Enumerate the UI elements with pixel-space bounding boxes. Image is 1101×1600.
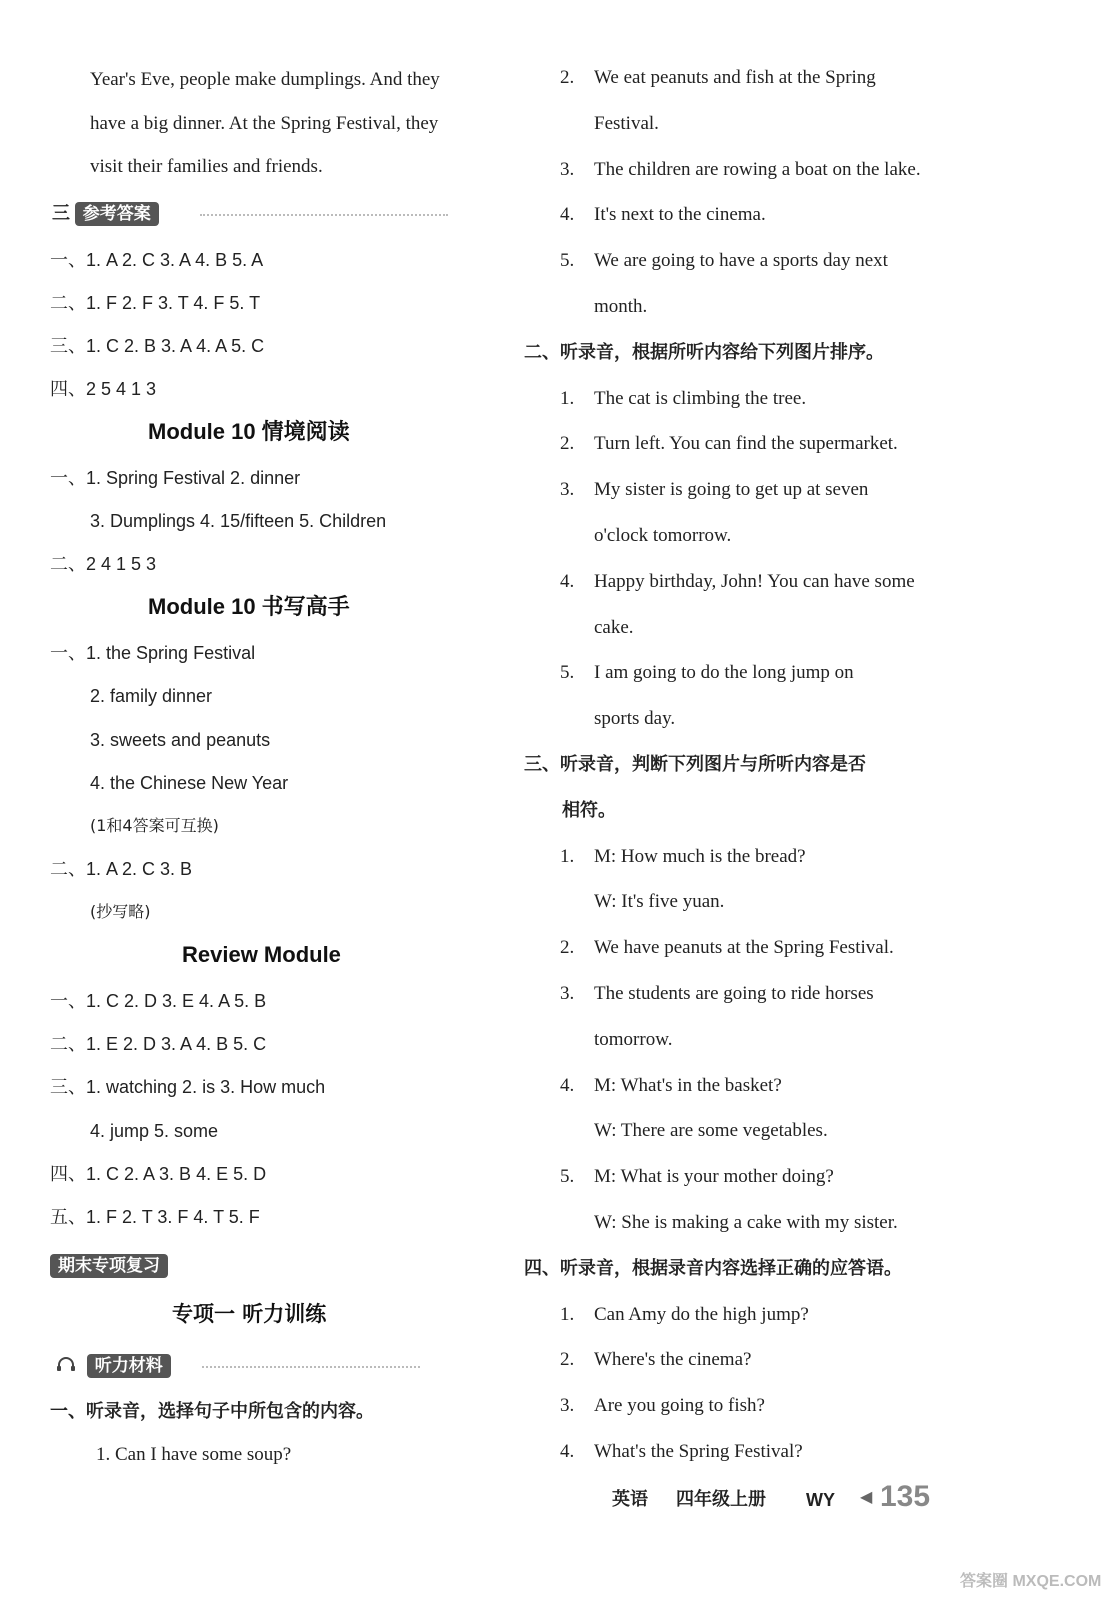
item-number: 2. — [560, 1349, 575, 1370]
intro-line-2: have a big dinner. At the Spring Festival, they — [90, 113, 439, 134]
listening-line: o'clock tomorrow. — [594, 525, 732, 546]
answer-key-marker: 三 — [52, 203, 70, 224]
listening-line: M: What's in the basket? — [594, 1075, 782, 1096]
item-number: 5. — [560, 1166, 575, 1187]
answer-key-header — [52, 202, 159, 226]
listening-line: What's the Spring Festival? — [594, 1441, 803, 1462]
listening-line: I am going to do the long jump on — [594, 662, 854, 683]
answer-row: 2. family dinner — [90, 686, 213, 706]
answer-row: 4. jump 5. some — [90, 1121, 219, 1141]
intro-line-1: Year's Eve, people make dumplings. And they — [90, 69, 440, 90]
item-number: 3. — [560, 983, 575, 1004]
module-reading-title: Module 10 情境阅读 — [148, 419, 350, 444]
intro-line-3: visit their families and friends. — [90, 156, 323, 177]
answer-row: 五、1. F 2. T 3. F 4. T 5. F — [50, 1207, 260, 1228]
listening-line: We are going to have a sports day next — [594, 250, 888, 271]
listening-line: W: She is making a cake with my sister. — [594, 1212, 898, 1233]
divider-dots — [200, 214, 448, 216]
listening-line: Where's the cinema? — [594, 1349, 752, 1370]
answer-row: 二、1. E 2. D 3. A 4. B 5. C — [50, 1034, 267, 1055]
copy-note: (抄写略) — [90, 902, 151, 921]
footer-grade: 四年级上册 — [676, 1489, 766, 1510]
answer-row: 二、2 4 1 5 3 — [50, 554, 157, 575]
final-review-badge: 期末专项复习 — [50, 1254, 168, 1278]
section1-heading: 一、听录音，选择句子中所包含的内容。 — [50, 1401, 374, 1422]
item-number: 1. — [560, 388, 575, 409]
footer-edition: WY — [806, 1490, 835, 1510]
special-title: 专项一 听力训练 — [172, 1302, 327, 1326]
item-number: 4. — [560, 1441, 575, 1462]
answer-row: 一、1. C 2. D 3. E 4. A 5. B — [50, 991, 267, 1012]
item-number: 1. — [560, 1304, 575, 1325]
writing-note: (1和4答案可互换) — [90, 816, 219, 835]
section1-item: 1. Can I have some soup? — [96, 1444, 292, 1465]
listening-material-badge: 听力材料 — [87, 1354, 171, 1378]
listening-line: W: It's five yuan. — [594, 891, 725, 912]
answer-row: 二、1. A 2. C 3. B — [50, 859, 193, 880]
item-number: 3. — [560, 1395, 575, 1416]
listening-line: The children are rowing a boat on the lake. — [594, 159, 921, 180]
item-number: 4. — [560, 571, 575, 592]
footer-subject: 英语 — [612, 1489, 648, 1510]
listening-line: Are you going to fish? — [594, 1395, 765, 1416]
item-number: 3. — [560, 479, 575, 500]
answer-row: 一、1. A 2. C 3. A 4. B 5. A — [50, 250, 264, 271]
divider-dots — [202, 1366, 420, 1368]
section3-heading: 三、听录音，判断下列图片与所听内容是否 — [524, 754, 866, 775]
listening-line: Turn left. You can find the supermarket. — [594, 433, 898, 454]
section3-heading-cont: 相符。 — [562, 800, 616, 821]
listening-line: We have peanuts at the Spring Festival. — [594, 937, 894, 958]
listening-line: month. — [594, 296, 648, 317]
module-writing-title: Module 10 书写高手 — [148, 594, 350, 619]
review-module-title: Review Module — [182, 942, 341, 967]
answer-row: 三、1. C 2. B 3. A 4. A 5. C — [50, 336, 265, 357]
answer-row: 二、1. F 2. F 3. T 4. F 5. T — [50, 293, 261, 314]
listening-line: cake. — [594, 617, 634, 638]
answer-row: 3. sweets and peanuts — [90, 730, 271, 750]
item-number: 2. — [560, 937, 575, 958]
answer-row: 一、1. the Spring Festival — [50, 643, 256, 664]
listening-line: tomorrow. — [594, 1029, 673, 1050]
listening-line: Happy birthday, John! You can have some — [594, 571, 915, 592]
listening-line: The cat is climbing the tree. — [594, 388, 807, 409]
watermark: 答案圈 MXQE.COM — [960, 1573, 1101, 1590]
item-number: 1. — [560, 846, 575, 867]
answer-row: 一、1. Spring Festival 2. dinner — [50, 468, 301, 489]
item-number: 3. — [560, 159, 575, 180]
item-number: 4. — [560, 204, 575, 225]
answer-row: 4. the Chinese New Year — [90, 773, 289, 793]
listening-line: M: How much is the bread? — [594, 846, 806, 867]
arrow-icon: ◀ — [860, 1489, 873, 1506]
listening-line: W: There are some vegetables. — [594, 1120, 828, 1141]
listening-material-header — [56, 1354, 171, 1379]
item-number: 5. — [560, 250, 575, 271]
item-number: 5. — [560, 662, 575, 683]
listening-line: sports day. — [594, 708, 676, 729]
answer-row: 四、2 5 4 1 3 — [50, 379, 157, 400]
listening-line: It's next to the cinema. — [594, 204, 766, 225]
listening-line: M: What is your mother doing? — [594, 1166, 834, 1187]
section4-heading: 四、听录音，根据录音内容选择正确的应答语。 — [524, 1258, 902, 1279]
listening-line: The students are going to ride horses — [594, 983, 874, 1004]
item-number: 4. — [560, 1075, 575, 1096]
answer-row: 三、1. watching 2. is 3. How much — [50, 1077, 326, 1098]
headphone-icon — [56, 1355, 76, 1379]
item-number: 2. — [560, 67, 575, 88]
section2-heading: 二、听录音，根据所听内容给下列图片排序。 — [524, 342, 884, 363]
final-review-header — [50, 1254, 168, 1278]
page-number: 135 — [880, 1480, 931, 1513]
listening-line: Can Amy do the high jump? — [594, 1304, 809, 1325]
answer-key-badge: 参考答案 — [75, 202, 159, 226]
listening-line: My sister is going to get up at seven — [594, 479, 869, 500]
listening-line: Festival. — [594, 113, 659, 134]
answer-row: 四、1. C 2. A 3. B 4. E 5. D — [50, 1164, 267, 1185]
answer-row: 3. Dumplings 4. 15/fifteen 5. Children — [90, 511, 387, 531]
item-number: 2. — [560, 433, 575, 454]
listening-line: We eat peanuts and fish at the Spring — [594, 67, 876, 88]
